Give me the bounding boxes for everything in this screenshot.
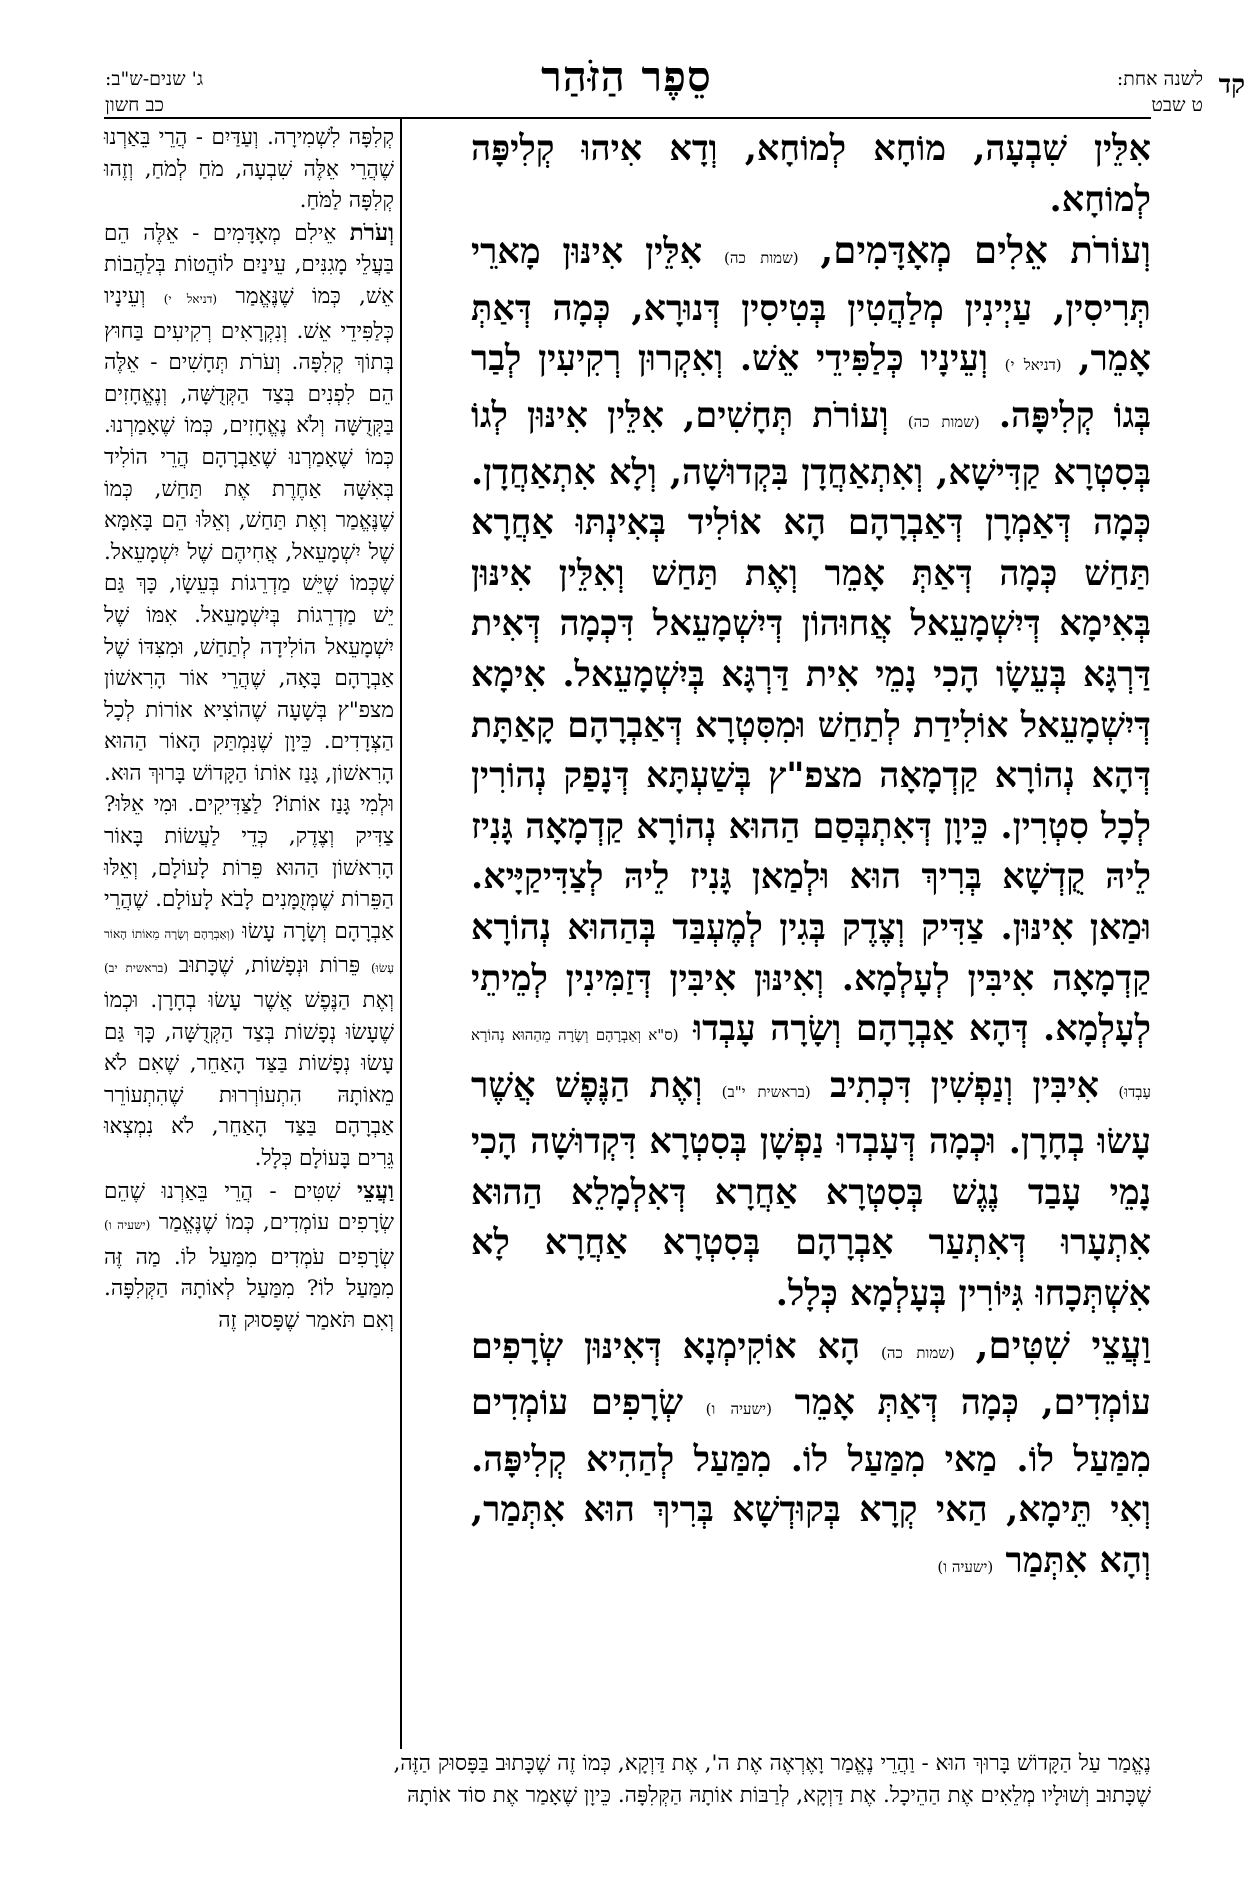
main-text-column [471, 124, 1151, 1593]
source-ref: (שמות כה) [723, 249, 799, 268]
source-ref: (ישעיה ו) [104, 1218, 151, 1233]
study-schedule-three-years: ג' שנים-ש"ב: [105, 68, 204, 90]
main-paragraph [471, 124, 1151, 225]
main-paragraph [471, 1320, 1151, 1593]
footer-line: שֶׁכָּתוּב וְשׁוּלָיו מְלֵאִים אֶת הַהֵיכָל. אֶת דַּוְקָא, לְרַבּוֹת אוֹתָהּ הַקְּלִפָּה. כֵּיוָן שֶׁאָמַר אֶת סוֹד אוֹתָהּ [407, 1783, 1151, 1808]
translation-text: פֵּרוֹת וּנְפָשׁוֹת, שֶׁכָּתוּב [178, 953, 361, 979]
source-ref: (ישעיה ו) [937, 1558, 994, 1577]
source-ref: (שמות כה) [907, 412, 980, 431]
header-divider [104, 117, 1151, 119]
main-text: אִלֵּין אִינּוּן מָארֵי תְּרִיסִין, עַיְינִין מְלַהֲטִין בְּטִיסִין דְּנוּרָא, כְּמָה דְּאַתְּ אָמֵר, [471, 231, 1151, 380]
footer-line: נֶאֱמַר עַל הַקָּדוֹשׁ בָּרוּךְ הוּא - וַהֲרֵי נֶאֱמַר וָאֶרְאֶה אֶת ה', אֶת דַּוְקָא, כְּמוֹ זֶה שֶׁכָּתוּב בַּפָּסוּק הַזֶּה, [393, 1751, 1151, 1776]
main-text: שְׂרָפִים עוֹמְדִים מִמַּעַל לוֹ. מַאי מִמַּעַל לוֹ. מִמַּעַל לְהַהִיא קְלִיפָּה. וְאִי תֵּימָא, הַאי קְרָא בְּקוּדְשָׁא בְּרִיךְ הוּא אִתְּמַר, וְהָא אִתְּמַר [471, 1382, 1151, 1582]
dibur-hamatchil: וַעֲצֵי [357, 1176, 394, 1204]
translation-paragraph [104, 122, 394, 217]
translation-text: וְאֶת הַנֶּפֶשׁ אֲשֶׁר עָשׂוּ בְחָרָן. וּכְמוֹ שֶׁעָשׂוּ נְפָשׁוֹת בְּצַד הַקְּדֻשָּׁה, כָּךְ גַּם עָשׂוּ נְפָשׁוֹת בַּצַּד הָאַחֵר, שֶׁאִם לֹא מֵאוֹתָהּ הִתְעוֹרְרוּת שֶׁהִתְעוֹרֵר אַבְרָהָם בַּצַּד הָאַחֵר, לֹא נִמְצְאוּ גֵּרִים בָּעוֹלָם כְּלָל. [104, 988, 394, 1171]
translation-paragraph [104, 217, 394, 1175]
dibur-hamatchil: וְעֹרֹת [349, 218, 394, 246]
source-ref: (דניאל י) [1004, 356, 1062, 375]
main-text: אִיבִּין וְנַפְשִׁין דִּכְתִיב [830, 1064, 1100, 1106]
main-text: וְעֵינָיו כְּלַפִּידֵי אֵשׁ. וְאִקְרוּן רְקִיעִין לְבַר בְּגוֹ קְלִיפָּה. [471, 338, 1152, 436]
translation-text: וְעֵינָיו כְּלַפִּידֵי אֵשׁ. וְנִקְרָאִים רְקִיעִים בַּחוּץ בְּתוֹךְ קְלִפָּה. וְעֹרֹת תְּחָשִׁים - אֵלֶּה הֵם לִפְנִים בְּצַד הַקְּדֻשָּׁה, וְנֶאֱחָזִים בַּקְּדֻשָּׁה וְלֹא נֶאֱחָזִים, כְּמוֹ שֶׁאָמַרְנוּ. כְּמוֹ שֶׁאָמַרְנוּ שֶׁאַבְרָהָם הֲרֵי הוֹלִיד בְּאִשָּׁה אַחֶרֶת אֶת תַּחַשׁ, כְּמוֹ שֶׁנֶּאֱמַר וְאֶת תַּחַשׁ, וְאֵלּוּ הֵם בָּאִמָּא שֶׁל יִשְׁמָעֵאל, אֲחִיהֶם שֶׁל יִשְׁמָעֵאל. שֶׁכְּמוֹ שֶׁיֵּשׁ מַדְרֵגוֹת בְּעֵשָׂו, כָּךְ גַּם יֵשׁ מַדְרֵגוֹת בְּיִשְׁמָעֵאל. אִמּוֹ שֶׁל יִשְׁמָעֵאל הוֹלִידָה לְתַחַשׁ, וּמִצִּדּוֹ שֶׁל אַבְרָהָם בָּאָה, שֶׁהֲרֵי אוֹר הָרִאשׁוֹן מצפ"ץ בְּשָׁעָה שֶׁהוֹצִיא אוֹרוֹת לְכָל הַצְּדָדִים. כֵּיוָן שֶׁנִּמְתַּק הָאוֹר הַהוּא הָרִאשׁוֹן, גָּנַז אוֹתוֹ הַקָּדוֹשׁ בָּרוּךְ הוּא. וּלְמִי גָּנַז אוֹתוֹ? לַצַּדִּיקִים. וּמִי אֵלּוּ? צַדִּיק וְצֶדֶק, כְּדֵי לַעֲשׂוֹת בָּאוֹר הָרִאשׁוֹן הַהוּא פֵּרוֹת לָעוֹלָם, וְאֵלּוּ הַפֵּרוֹת שֶׁמְּזֻמָּנִים לָבֹא לָעוֹלָם. שֶׁהֲרֵי אַבְרָהָם וְשָׂרָה עָשׂוּ [104, 283, 394, 944]
header-left [105, 66, 305, 118]
source-ref: (וְאַבְרָהָם וְשָׂרָה מֵאוֹתוֹ הָאוֹר עָשׂוּ) [104, 926, 394, 976]
main-paragraph [471, 225, 1151, 1319]
source-ref: (ישעיה ו) [705, 1400, 772, 1419]
column-divider [400, 117, 402, 1749]
source-ref: (דניאל י) [163, 291, 218, 306]
source-ref: (שמות כה) [881, 1343, 955, 1362]
translation-text: שִׁטִּים - הֲרֵי בֵּאַרְנוּ שֶׁהֵם שְׂרָפִים עוֹמְדִים, כְּמוֹ שֶׁנֶּאֱמַר [104, 1178, 395, 1236]
book-title: סֵפֶר הַזֹּהַר [541, 52, 712, 101]
translation-text: אֵילִם מְאָדָּמִים - אֵלֶּה הֵם בַּעֲלֵי מָגִנִּים, עֵינַיִם לוֹהֲטוֹת בְּלַהֲבוֹת אֵשׁ, כְּמוֹ שֶׁנֶּאֱמַר [104, 220, 394, 309]
main-text: וְעוֹרֹת תְּחָשִׁים, אִלֵּין אִינּוּן לְגוֹ בְּסִטְרָא קַדִּישָׁא, וְאִתְאַחֲדָן בִּקְדוּשָׁה, וְלָא אִתְאַחֲדָן. כְּמָה דְּאַמְרָן דְּאַבְרָהָם הָא אוֹלִיד בְּאִינְתּוּ אַחֲרָא תַּחַשׁ כְּמָה דְּאַתְּ אָמֵר וְאֶת תַּחַשׁ וְאִלֵּין אִינּוּן בְּאִימָא דְּיִשְׁמָעֵאל אֲחוּהוֹן דְּיִשְׁמָעֵאל דִּכְמָה דְּאִית דַּרְגָּא בְּעֵשָׂו הָכִי נָמֵי אִית דַּרְגָּא בְּיִשְׁמָעֵאל. אִימָא דְּיִשְׁמָעֵאל אוֹלִידַת לְתַחַשׁ וּמִסִּטְרָא דְּאַבְרָהָם קָאַתָּת דְּהָא נְהוֹרָא קַדְמָאָה מצפ"ץ בְּשַׁעְתָּא דְּנָפַק נְהוֹרִין לְכָל סִטְרִין. כֵּיוָן דְּאִתְבְּסַם הַהוּא נְהוֹרָא קַדְמָאָה גָּנִיז לֵיהּ קֻדְשָׁא בְּרִיךְ הוּא וּלְמַאן גָּנִיז לֵיהּ לְצַדִּיקַיָּיא. וּמַאן אִינּוּן. צַדִּיק וְצֶדֶק בְּגִין לְמֶעְבַּד בְּהַהוּא נְהוֹרָא קַדְמָאָה אִיבִּין לְעָלְמָא. וְאִינּוּן אִיבִּין דְּזַמִּינִין לְמֵיתֵי לְעָלְמָא. דְּהָא אַבְרָהָם וְשָׂרָה עָבְדוּ [471, 394, 1152, 1050]
source-ref: (בראשית יב) [104, 961, 168, 976]
page-number: קד [1218, 70, 1245, 100]
translation-column [104, 122, 394, 1337]
translation-text: שְׂרָפִים עֹמְדִים מִמַּעַל לוֹ. מַה זֶּה מִמַּעַל לוֹ? מִמַּעַל לְאוֹתָהּ הַקְּלִפָּה. וְאִם תֹּאמַר שֶׁפָּסוּק זֶה [104, 1244, 394, 1333]
source-ref: (בראשית י"ב) [721, 1082, 811, 1101]
translation-paragraph [104, 1175, 394, 1337]
main-text: אִלֵּין שִׁבְעָה, מוֹחָא לְמוֹחָא, וְדָא אִיהוּ קְלִיפָּה לְמוֹחָא. [471, 128, 1151, 220]
main-text: וְאֶת הַנֶּפֶשׁ אֲשֶׁר עָשׂוּ בְחָרָן. וּכְמָה דְּעָבְדוּ נַפְשָׁן בְּסִטְרָא דִּקְדוּשָׁה הָכִי נָמֵי עָבַד נֶגֶשׁ בְּסִטְרָא אַחֲרָא דְּאִלְמָלֵא הַהוּא אִתְעָרוּ דְּאִתְעַר אַבְרָהָם בְּסִטְרָא אַחֲרָא לָא אִשְׁתְּכָחוּ גִּיּוֹרִין בְּעָלְמָא כְּלָל. [471, 1064, 1151, 1315]
source-ref: (ס"א וְאַבְרָהָם וְשָׂרָה מֵהַהוּא נְהוֹרָא עָבְדוּ) [471, 1026, 1152, 1101]
study-date-three-years: כב חשון [105, 94, 164, 116]
dibur-hamatchil: וְעוֹרֹת אֵלִים מְאָדָּמִים, [820, 228, 1152, 273]
translation-text: קְלִפָּה לִשְׁמִירָה. וְעַדַּיִם - הֲרֵי בֵּאַרְנוּ שֶׁהֲרֵי אֵלֶּה שִׁבְעָה, מֹחַ לְמֹחַ, וְזֶהוּ קְלִפָּה לַמֹּחַ. [104, 125, 394, 214]
main-text: הָא אוֹקִימְנָא דְּאִינּוּן שְׂרָפִים עוֹמְדִים, כְּמָה דְּאַתְּ אָמֵר [471, 1325, 1151, 1424]
dibur-hamatchil: וַעֲצֵי שִׁטִּים, [975, 1322, 1152, 1367]
study-date-one-year: ט שבט [1151, 94, 1203, 116]
study-schedule-one-year: לשנה אחת: [1116, 68, 1203, 90]
footer-continuation [104, 1748, 1151, 1812]
